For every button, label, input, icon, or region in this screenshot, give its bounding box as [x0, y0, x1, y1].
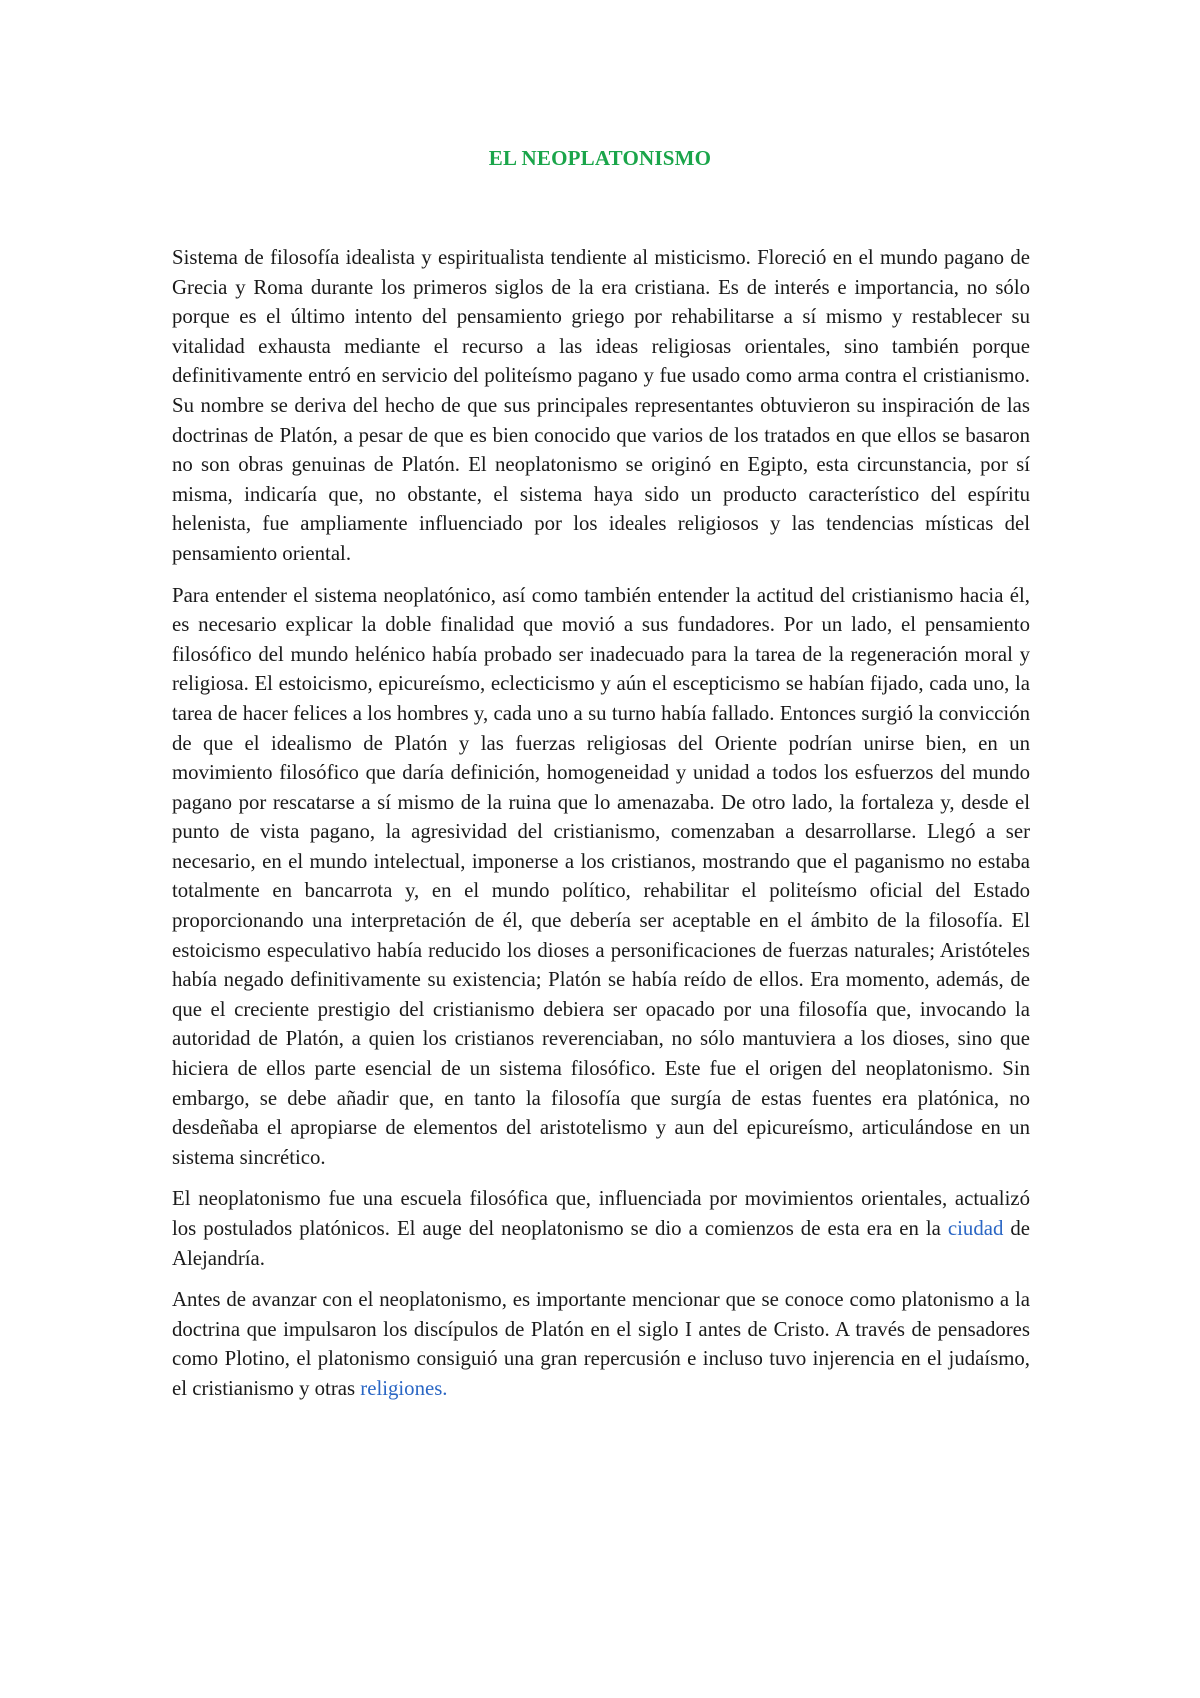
document-title: EL NEOPLATONISMO	[488, 146, 712, 170]
link-religiones[interactable]: religiones.	[360, 1376, 448, 1400]
paragraph-4-text-before: Antes de avanzar con el neoplatonismo, es importante mencionar que se conoce como platonismo a la doctrina que impulsaron los discípulos de Platón en el siglo I antes de Cristo. A través de pensadores como Plotino, el platonismo consiguió una gran repercusión e incluso tuvo injerencia en el judaísmo, el cristianismo y otras	[172, 1288, 1030, 1400]
paragraph-1: Sistema de filosofía idealista y espiritualista tendiente al misticismo. Floreció en el mundo pagano de Grecia y Roma durante los primeros siglos de la era cristiana. Es de interés e importancia, no sólo porque es el último intento del pensamiento griego por rehabilitarse a sí mismo y restablecer su vitalidad exhausta mediante el recurso a las ideas religiosas orientales, sino también porque definitivamente entró en servicio del politeísmo pagano y fue usado como arma contra el cristianismo. Su nombre se deriva del hecho de que sus principales representantes obtuvieron su inspiración de las doctrinas de Platón, a pesar de que es bien conocido que varios de los tratados en que ellos se basaron no son obras genuinas de Platón. El neoplatonismo se originó en Egipto, esta circunstancia, por sí misma, indicaría que, no obstante, el sistema haya sido un producto característico del espíritu helenista, fue ampliamente influenciado por los ideales religiosos y las tendencias místicas del pensamiento oriental.	[172, 246, 1030, 565]
paragraph-2: Para entender el sistema neoplatónico, así como también entender la actitud del cristianismo hacia él, es necesario explicar la doble finalidad que movió a sus fundadores. Por un lado, el pensamiento filosófico del mundo helénico había probado ser inadecuado para la tarea de la regeneración moral y religiosa. El estoicismo, epicureísmo, eclecticismo y aún el escepticismo se habían fijado, cada uno, la tarea de hacer felices a los hombres y, cada uno a su turno había fallado. Entonces surgió la convicción de que el idealismo de Platón y las fuerzas religiosas del Oriente podrían unirse bien, en un movimiento filosófico que daría definición, homogeneidad y unidad a todos los esfuerzos del mundo pagano por rescatarse a sí mismo de la ruina que lo amenazaba. De otro lado, la fortaleza y, desde el punto de vista pagano, la agresividad del cristianismo, comenzaban a desarrollarse. Llegó a ser necesario, en el mundo intelectual, imponerse a los cristianos, mostrando que el paganismo no estaba totalmente en bancarrota y, en el mundo político, rehabilitar el politeísmo oficial del Estado proporcionando una interpretación de él, que debería ser aceptable en el ámbito de la filosofía. El estoicismo especulativo había reducido los dioses a personificaciones de fuerzas naturales; Aristóteles había negado definitivamente su existencia; Platón se había reído de ellos. Era momento, además, de que el creciente prestigio del cristianismo debiera ser opacado por una filosofía que, invocando la autoridad de Platón, a quien los cristianos reverenciaban, no sólo mantuviera a los dioses, sino que hiciera de ellos parte esencial de un sistema filosófico. Este fue el origen del neoplatonismo. Sin embargo, se debe añadir que, en tanto la filosofía que surgía de estas fuentes era platónica, no desdeñaba el apropiarse de elementos del aristotelismo y aun del epicureísmo, articulándose en un sistema sincrético.	[172, 583, 1030, 1169]
paragraph-3	[172, 1184, 1030, 1273]
paragraph-3-text-before: El neoplatonismo fue una escuela filosófica que, influenciada por movimientos orientales, actualizó los postulados platónicos. El auge del neoplatonismo se dio a comienzos de esta era en la	[172, 1187, 1030, 1240]
link-ciudad[interactable]: ciudad	[947, 1217, 1004, 1240]
paragraph-3-text-after: de Alejandría.	[172, 1217, 1030, 1270]
paragraph-4	[172, 1285, 1030, 1403]
document-body	[172, 243, 1030, 1416]
